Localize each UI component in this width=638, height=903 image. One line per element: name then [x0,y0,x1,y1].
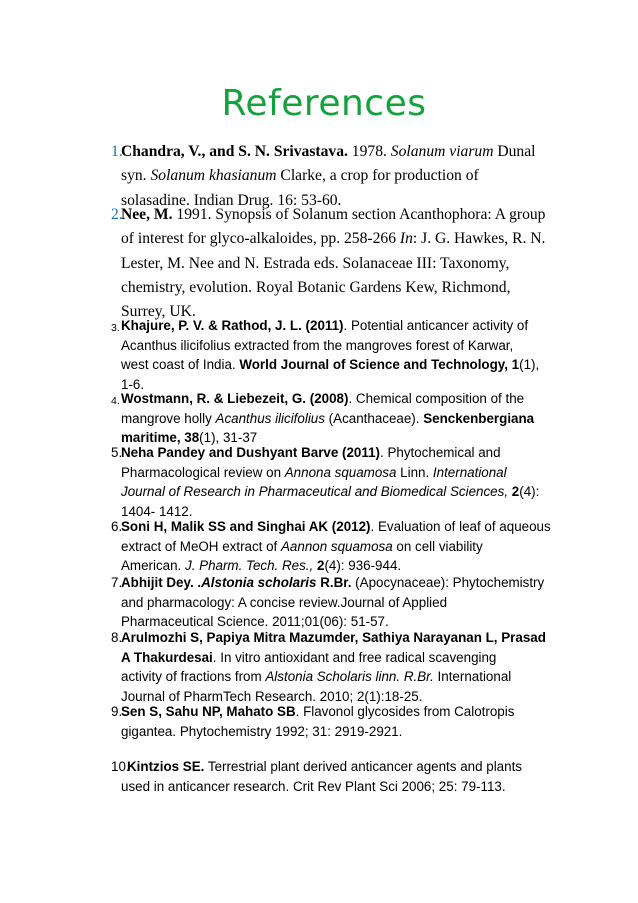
reference-text: mangrove holly [121,410,216,426]
reference-authors: Soni H, Malik SS and Singhai AK (2012) [121,519,371,534]
reference-journal: World Journal of Science and Technology, 1 [239,357,520,372]
reference-text: 1-6. [121,376,145,392]
reference-item-9 [111,702,563,741]
reference-text: Dunal [493,143,536,160]
reference-species: Alstonia scholaris [201,575,317,590]
reference-text: on cell viability [392,538,483,554]
reference-item-4 [111,389,563,448]
reference-item-7 [111,573,563,632]
reference-species: Solanum viarum [390,143,494,160]
reference-authors: Nee, M. [121,206,173,223]
reference-number: 9. [111,704,123,719]
reference-text: solasadine. Indian Drug. 16: 53-60. [121,191,342,209]
reference-journal: maritime, 38 [121,430,200,445]
reference-journal: Journal of Research in Pharmaceutical and Biomedical Sciences, [121,484,509,499]
reference-number: 8. [111,630,123,645]
reference-species: Annona squamosa [284,464,397,480]
page-title: References [221,83,427,124]
reference-text: . In vitro antioxidant and free radical scavenging [212,649,497,665]
reference-journal: Senckenbergiana [423,410,535,426]
reference-text: Journal of PharmTech Research. 2010; 2(1):18-25. [121,688,423,704]
reference-text: Lester, M. Nee and N. Estrada eds. Solanaceae III: Taxonomy, [121,254,510,272]
reference-authors: R.Br. [316,575,352,590]
reference-text: : J. G. Hawkes, R. N. [412,230,546,248]
reference-item-6 [111,517,563,576]
reference-authors: Neha Pandey and Dushyant Barve (2011) [121,445,380,460]
reference-text: Pharmaceutical Science. 2011;01(06): 51-57. [121,614,389,629]
reference-text: . Chemical composition of the [348,391,525,406]
reference-item-10 [111,757,563,796]
reference-text: Pharmacological review on [121,464,285,480]
reference-text: American. [121,558,185,573]
reference-text: and pharmacology: A concise review.Journal of Applied [121,594,448,610]
reference-species: Alstonia Scholaris linn. R.Br. [265,669,434,684]
reference-species: Solanum khasianum [150,167,277,185]
reference-item-2 [111,203,563,324]
reference-number: 6. [111,519,123,534]
reference-text: of interest for glyco-alkaloides, pp. 258-266 [121,230,400,248]
reference-volume: 2 [511,484,520,499]
reference-text: syn. [121,167,151,185]
reference-text: (1), [519,357,540,372]
reference-text: . Flavonol glycosides from Calotropis [295,704,515,719]
reference-authors: A Thakurdesai [121,649,213,665]
reference-item-8 [111,628,563,706]
reference-species: Aannon squamosa [281,538,393,554]
reference-number: 7. [111,575,123,590]
reference-text: 1991. Synopsis of Solanum section Acanthophora: A group [172,206,546,223]
reference-text: . Phytochemical and [380,445,501,460]
reference-volume: 2 [316,558,325,573]
reference-authors: Kintzios SE. [127,759,205,774]
reference-authors: Arulmozhi S, Papiya Mitra Mazumder, Sathiya Narayanan L, Prasad [121,630,546,645]
reference-item-5 [111,443,563,521]
reference-text: (Apocynaceae): Phytochemistry [351,575,545,590]
reference-item-3 [111,316,563,394]
reference-text: Acanthus ilicifolius extracted from the mangroves forest of Karwar, [121,337,514,353]
reference-text: Clarke, a crop for production of [276,167,479,185]
reference-text: (4): [519,484,540,499]
reference-number: 1. [111,143,123,160]
reference-text: 1978. [347,143,391,160]
reference-authors: Khajure, P. V. & Rathod, J. L. (2011) [121,318,344,333]
reference-text: . Potential anticancer activity of [343,318,529,333]
reference-text: (4): 936-944. [324,558,402,573]
reference-authors: Wostmann, R. & Liebezeit, G. (2008) [121,391,349,406]
reference-number: 5. [111,445,123,460]
reference-text: gigantea. Phytochemistry 1992; 31: 2919-2921. [121,723,403,739]
reference-text: . Evaluation of leaf of aqueous [370,519,551,534]
reference-journal: International [432,464,507,480]
reference-number: 4. [111,395,120,407]
reference-species: Acanthus ilicifolius [215,410,325,426]
reference-journal: J. Pharm. Tech. Res., [185,558,314,573]
reference-text: used in anticancer research. Crit Rev Plant Sci 2006; 25: 79-113. [121,778,506,794]
reference-authors: Abhijit Dey. . [121,575,202,590]
reference-text: Linn. [396,464,433,480]
reference-text: activity of fractions from [121,669,266,684]
reference-text: extract of MeOH extract of [121,538,281,554]
reference-number: 3. [111,322,120,334]
reference-text: west coast of India. [121,357,240,372]
reference-text: Terrestrial plant derived anticancer agents and plants [204,759,522,774]
reference-text: Surrey, UK. [121,303,196,321]
reference-authors: Chandra, V., and S. N. Srivastava. [121,143,348,160]
reference-number: 10. [111,759,130,774]
reference-number: 2. [111,206,123,223]
reference-item-1 [111,140,563,213]
reference-text: In [399,230,413,248]
reference-text: (1), 31-37 [199,430,258,445]
reference-authors: Sen S, Sahu NP, Mahato SB [121,704,296,719]
reference-text: (Acanthaceae). [324,410,424,426]
reference-text: International [433,669,512,684]
reference-text: 1404- 1412. [121,503,193,519]
reference-text: chemistry, evolution. Royal Botanic Gardens Kew, Richmond, [121,278,511,296]
